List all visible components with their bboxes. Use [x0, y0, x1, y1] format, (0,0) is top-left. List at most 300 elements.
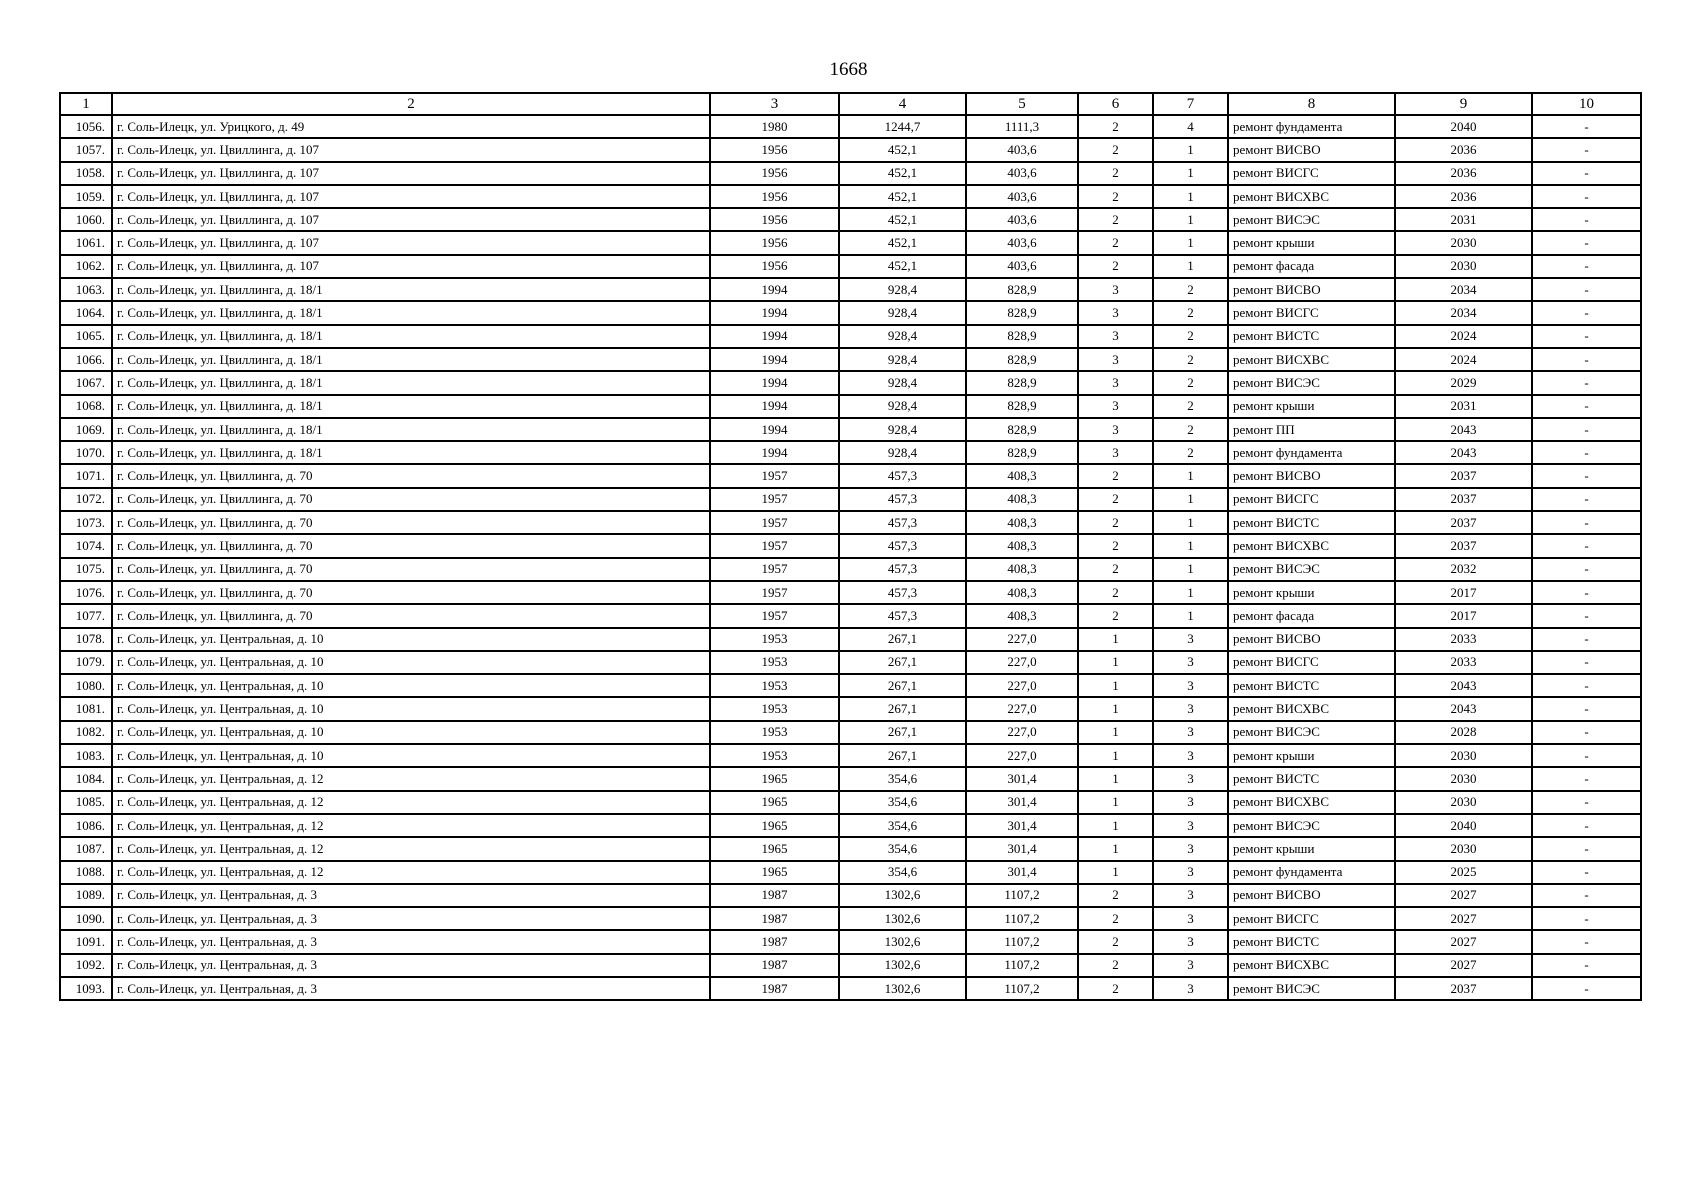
col-living-area-cell: 828,9 [966, 325, 1078, 348]
col-planned-year-cell: 2040 [1395, 814, 1532, 837]
col-note-cell: - [1532, 208, 1641, 231]
col-number-cell: 1088. [60, 861, 112, 884]
col-total-area-cell: 928,4 [839, 278, 966, 301]
col-work-type-cell: ремонт ВИСТС [1228, 767, 1395, 790]
col-address-cell: г. Соль-Илецк, ул. Цвиллинга, д. 18/1 [112, 348, 710, 371]
col-total-area-cell: 928,4 [839, 348, 966, 371]
col-planned-year-cell: 2032 [1395, 558, 1532, 581]
col-year-cell: 1994 [710, 348, 839, 371]
col-floors-cell: 2 [1078, 930, 1153, 953]
col-note-cell: - [1532, 464, 1641, 487]
col-total-area-cell: 928,4 [839, 418, 966, 441]
col-floors-cell: 2 [1078, 907, 1153, 930]
col-total-area-cell: 452,1 [839, 138, 966, 161]
col-floors-cell: 2 [1078, 208, 1153, 231]
col-living-area-cell: 828,9 [966, 441, 1078, 464]
col-number-cell: 1090. [60, 907, 112, 930]
col-work-type-cell: ремонт ПП [1228, 418, 1395, 441]
col-number-cell: 1056. [60, 115, 112, 138]
col-number-cell: 1076. [60, 581, 112, 604]
col-planned-year-cell: 2036 [1395, 138, 1532, 161]
col-total-area-cell: 928,4 [839, 301, 966, 324]
col-year-cell: 1965 [710, 791, 839, 814]
col-floors-cell: 2 [1078, 511, 1153, 534]
col-address-cell: г. Соль-Илецк, ул. Центральная, д. 12 [112, 861, 710, 884]
repair-schedule-table [59, 92, 1642, 1001]
col-entrances-cell: 3 [1153, 674, 1228, 697]
col-floors-cell: 2 [1078, 115, 1153, 138]
col-living-area-cell: 403,6 [966, 162, 1078, 185]
col-floors-cell: 1 [1078, 837, 1153, 860]
col-total-area-cell: 928,4 [839, 395, 966, 418]
col-note-cell: - [1532, 138, 1641, 161]
col-number-cell: 1060. [60, 208, 112, 231]
col-planned-year-cell: 2030 [1395, 255, 1532, 278]
table-row [60, 534, 1641, 557]
col-planned-year-cell: 2043 [1395, 418, 1532, 441]
table-row [60, 884, 1641, 907]
col-number-cell: 1073. [60, 511, 112, 534]
col-note-cell: - [1532, 744, 1641, 767]
col-entrances-cell: 3 [1153, 930, 1228, 953]
col-work-type-cell: ремонт крыши [1228, 231, 1395, 254]
col-year-cell: 1957 [710, 464, 839, 487]
col-address-cell: г. Соль-Илецк, ул. Центральная, д. 3 [112, 954, 710, 977]
col-note-cell: - [1532, 255, 1641, 278]
col-note-cell: - [1532, 231, 1641, 254]
col-entrances-cell: 3 [1153, 977, 1228, 1000]
col-number-cell: 1066. [60, 348, 112, 371]
header-col-entrances: 7 [1153, 93, 1228, 115]
header-col-planned-year: 9 [1395, 93, 1532, 115]
col-year-cell: 1956 [710, 255, 839, 278]
col-floors-cell: 2 [1078, 581, 1153, 604]
header-col-year: 3 [710, 93, 839, 115]
header-col-total-area: 4 [839, 93, 966, 115]
col-year-cell: 1956 [710, 208, 839, 231]
col-entrances-cell: 1 [1153, 558, 1228, 581]
col-address-cell: г. Соль-Илецк, ул. Центральная, д. 12 [112, 767, 710, 790]
header-col-address: 2 [112, 93, 710, 115]
col-note-cell: - [1532, 115, 1641, 138]
col-planned-year-cell: 2037 [1395, 464, 1532, 487]
col-work-type-cell: ремонт фундамента [1228, 441, 1395, 464]
col-total-area-cell: 928,4 [839, 441, 966, 464]
col-work-type-cell: ремонт ВИСЭС [1228, 721, 1395, 744]
col-floors-cell: 2 [1078, 604, 1153, 627]
col-planned-year-cell: 2024 [1395, 348, 1532, 371]
col-number-cell: 1069. [60, 418, 112, 441]
col-work-type-cell: ремонт крыши [1228, 744, 1395, 767]
col-number-cell: 1084. [60, 767, 112, 790]
col-number-cell: 1072. [60, 488, 112, 511]
col-planned-year-cell: 2036 [1395, 162, 1532, 185]
col-note-cell: - [1532, 884, 1641, 907]
col-address-cell: г. Соль-Илецк, ул. Центральная, д. 3 [112, 907, 710, 930]
col-address-cell: г. Соль-Илецк, ул. Центральная, д. 10 [112, 697, 710, 720]
col-year-cell: 1957 [710, 511, 839, 534]
col-address-cell: г. Соль-Илецк, ул. Цвиллинга, д. 18/1 [112, 441, 710, 464]
table-row [60, 231, 1641, 254]
col-planned-year-cell: 2034 [1395, 301, 1532, 324]
table-row [60, 488, 1641, 511]
col-note-cell: - [1532, 930, 1641, 953]
col-year-cell: 1965 [710, 837, 839, 860]
col-living-area-cell: 1107,2 [966, 977, 1078, 1000]
col-entrances-cell: 1 [1153, 604, 1228, 627]
col-floors-cell: 3 [1078, 278, 1153, 301]
table-row [60, 791, 1641, 814]
col-planned-year-cell: 2027 [1395, 954, 1532, 977]
col-address-cell: г. Соль-Илецк, ул. Цвиллинга, д. 70 [112, 581, 710, 604]
col-work-type-cell: ремонт фундамента [1228, 115, 1395, 138]
col-year-cell: 1953 [710, 651, 839, 674]
table-row [60, 930, 1641, 953]
col-note-cell: - [1532, 721, 1641, 744]
col-year-cell: 1994 [710, 418, 839, 441]
col-note-cell: - [1532, 977, 1641, 1000]
col-number-cell: 1063. [60, 278, 112, 301]
col-entrances-cell: 3 [1153, 907, 1228, 930]
col-number-cell: 1089. [60, 884, 112, 907]
col-note-cell: - [1532, 301, 1641, 324]
col-year-cell: 1965 [710, 767, 839, 790]
col-number-cell: 1093. [60, 977, 112, 1000]
col-entrances-cell: 1 [1153, 185, 1228, 208]
col-entrances-cell: 3 [1153, 721, 1228, 744]
col-entrances-cell: 2 [1153, 395, 1228, 418]
col-note-cell: - [1532, 441, 1641, 464]
col-entrances-cell: 4 [1153, 115, 1228, 138]
col-floors-cell: 2 [1078, 231, 1153, 254]
table-row [60, 558, 1641, 581]
col-living-area-cell: 1107,2 [966, 884, 1078, 907]
col-entrances-cell: 3 [1153, 837, 1228, 860]
col-total-area-cell: 1302,6 [839, 930, 966, 953]
col-floors-cell: 1 [1078, 814, 1153, 837]
col-entrances-cell: 3 [1153, 814, 1228, 837]
col-entrances-cell: 1 [1153, 464, 1228, 487]
col-work-type-cell: ремонт ВИСГС [1228, 488, 1395, 511]
col-floors-cell: 2 [1078, 534, 1153, 557]
col-address-cell: г. Соль-Илецк, ул. Цвиллинга, д. 107 [112, 138, 710, 161]
col-number-cell: 1065. [60, 325, 112, 348]
col-note-cell: - [1532, 162, 1641, 185]
table-row [60, 721, 1641, 744]
col-work-type-cell: ремонт ВИСГС [1228, 907, 1395, 930]
col-year-cell: 1987 [710, 954, 839, 977]
col-total-area-cell: 452,1 [839, 208, 966, 231]
col-entrances-cell: 2 [1153, 325, 1228, 348]
col-work-type-cell: ремонт ВИСХВС [1228, 954, 1395, 977]
col-note-cell: - [1532, 861, 1641, 884]
col-note-cell: - [1532, 371, 1641, 394]
col-planned-year-cell: 2034 [1395, 278, 1532, 301]
header-row [60, 93, 1641, 115]
col-year-cell: 1953 [710, 721, 839, 744]
col-floors-cell: 1 [1078, 628, 1153, 651]
col-total-area-cell: 928,4 [839, 371, 966, 394]
col-total-area-cell: 457,3 [839, 534, 966, 557]
col-entrances-cell: 3 [1153, 697, 1228, 720]
col-floors-cell: 1 [1078, 791, 1153, 814]
col-living-area-cell: 1107,2 [966, 954, 1078, 977]
col-address-cell: г. Соль-Илецк, ул. Центральная, д. 10 [112, 721, 710, 744]
col-living-area-cell: 227,0 [966, 744, 1078, 767]
col-entrances-cell: 3 [1153, 884, 1228, 907]
col-work-type-cell: ремонт крыши [1228, 837, 1395, 860]
col-total-area-cell: 1302,6 [839, 907, 966, 930]
col-planned-year-cell: 2043 [1395, 697, 1532, 720]
col-planned-year-cell: 2030 [1395, 791, 1532, 814]
col-living-area-cell: 227,0 [966, 628, 1078, 651]
col-floors-cell: 1 [1078, 744, 1153, 767]
col-number-cell: 1083. [60, 744, 112, 767]
col-planned-year-cell: 2029 [1395, 371, 1532, 394]
col-entrances-cell: 1 [1153, 511, 1228, 534]
col-entrances-cell: 3 [1153, 861, 1228, 884]
table-row [60, 138, 1641, 161]
table-row [60, 861, 1641, 884]
table-row [60, 697, 1641, 720]
table-row [60, 371, 1641, 394]
col-entrances-cell: 2 [1153, 278, 1228, 301]
col-planned-year-cell: 2037 [1395, 977, 1532, 1000]
col-work-type-cell: ремонт ВИСХВС [1228, 697, 1395, 720]
col-living-area-cell: 403,6 [966, 231, 1078, 254]
col-number-cell: 1091. [60, 930, 112, 953]
col-planned-year-cell: 2033 [1395, 651, 1532, 674]
header-col-work-type: 8 [1228, 93, 1395, 115]
col-year-cell: 1987 [710, 930, 839, 953]
col-address-cell: г. Соль-Илецк, ул. Центральная, д. 12 [112, 791, 710, 814]
col-floors-cell: 2 [1078, 488, 1153, 511]
col-address-cell: г. Соль-Илецк, ул. Цвиллинга, д. 18/1 [112, 371, 710, 394]
col-year-cell: 1994 [710, 395, 839, 418]
col-floors-cell: 3 [1078, 348, 1153, 371]
col-total-area-cell: 354,6 [839, 791, 966, 814]
col-living-area-cell: 403,6 [966, 138, 1078, 161]
col-living-area-cell: 408,3 [966, 534, 1078, 557]
page-number: 1668 [829, 59, 868, 80]
col-planned-year-cell: 2043 [1395, 441, 1532, 464]
col-address-cell: г. Соль-Илецк, ул. Центральная, д. 12 [112, 814, 710, 837]
col-address-cell: г. Соль-Илецк, ул. Центральная, д. 10 [112, 651, 710, 674]
col-entrances-cell: 1 [1153, 208, 1228, 231]
col-year-cell: 1994 [710, 441, 839, 464]
header-col-living-area: 5 [966, 93, 1078, 115]
col-total-area-cell: 452,1 [839, 162, 966, 185]
col-living-area-cell: 408,3 [966, 581, 1078, 604]
col-note-cell: - [1532, 185, 1641, 208]
table-row [60, 907, 1641, 930]
col-total-area-cell: 457,3 [839, 558, 966, 581]
col-total-area-cell: 354,6 [839, 837, 966, 860]
col-note-cell: - [1532, 395, 1641, 418]
table-row [60, 581, 1641, 604]
col-work-type-cell: ремонт ВИСТС [1228, 674, 1395, 697]
col-entrances-cell: 3 [1153, 651, 1228, 674]
col-work-type-cell: ремонт ВИСТС [1228, 930, 1395, 953]
col-entrances-cell: 1 [1153, 581, 1228, 604]
col-total-area-cell: 452,1 [839, 231, 966, 254]
col-year-cell: 1953 [710, 697, 839, 720]
col-entrances-cell: 3 [1153, 767, 1228, 790]
col-planned-year-cell: 2037 [1395, 511, 1532, 534]
col-living-area-cell: 403,6 [966, 208, 1078, 231]
col-total-area-cell: 267,1 [839, 744, 966, 767]
col-living-area-cell: 301,4 [966, 814, 1078, 837]
col-note-cell: - [1532, 791, 1641, 814]
col-work-type-cell: ремонт ВИСЭС [1228, 814, 1395, 837]
col-year-cell: 1957 [710, 604, 839, 627]
col-entrances-cell: 1 [1153, 534, 1228, 557]
col-year-cell: 1994 [710, 278, 839, 301]
col-address-cell: г. Соль-Илецк, ул. Центральная, д. 12 [112, 837, 710, 860]
col-total-area-cell: 452,1 [839, 255, 966, 278]
col-total-area-cell: 267,1 [839, 628, 966, 651]
header-col-number: 1 [60, 93, 112, 115]
col-number-cell: 1092. [60, 954, 112, 977]
col-entrances-cell: 1 [1153, 162, 1228, 185]
col-note-cell: - [1532, 628, 1641, 651]
col-floors-cell: 2 [1078, 884, 1153, 907]
col-address-cell: г. Соль-Илецк, ул. Цвиллинга, д. 70 [112, 511, 710, 534]
col-total-area-cell: 267,1 [839, 674, 966, 697]
col-work-type-cell: ремонт ВИСЭС [1228, 208, 1395, 231]
col-year-cell: 1956 [710, 231, 839, 254]
col-living-area-cell: 408,3 [966, 558, 1078, 581]
col-number-cell: 1075. [60, 558, 112, 581]
col-entrances-cell: 2 [1153, 348, 1228, 371]
col-work-type-cell: ремонт ВИСГС [1228, 651, 1395, 674]
col-total-area-cell: 457,3 [839, 511, 966, 534]
col-planned-year-cell: 2031 [1395, 395, 1532, 418]
col-year-cell: 1956 [710, 162, 839, 185]
col-note-cell: - [1532, 674, 1641, 697]
table-row [60, 348, 1641, 371]
col-note-cell: - [1532, 581, 1641, 604]
col-address-cell: г. Соль-Илецк, ул. Цвиллинга, д. 107 [112, 162, 710, 185]
col-planned-year-cell: 2017 [1395, 604, 1532, 627]
col-number-cell: 1078. [60, 628, 112, 651]
col-work-type-cell: ремонт ВИСВО [1228, 464, 1395, 487]
col-number-cell: 1087. [60, 837, 112, 860]
col-living-area-cell: 408,3 [966, 464, 1078, 487]
col-planned-year-cell: 2027 [1395, 907, 1532, 930]
col-total-area-cell: 1302,6 [839, 884, 966, 907]
table-row [60, 325, 1641, 348]
col-note-cell: - [1532, 814, 1641, 837]
col-number-cell: 1064. [60, 301, 112, 324]
col-living-area-cell: 408,3 [966, 488, 1078, 511]
col-planned-year-cell: 2033 [1395, 628, 1532, 651]
col-note-cell: - [1532, 907, 1641, 930]
col-number-cell: 1068. [60, 395, 112, 418]
table-row [60, 441, 1641, 464]
col-living-area-cell: 828,9 [966, 395, 1078, 418]
col-number-cell: 1079. [60, 651, 112, 674]
col-note-cell: - [1532, 348, 1641, 371]
col-living-area-cell: 227,0 [966, 651, 1078, 674]
col-year-cell: 1987 [710, 884, 839, 907]
col-living-area-cell: 301,4 [966, 791, 1078, 814]
col-address-cell: г. Соль-Илецк, ул. Цвиллинга, д. 18/1 [112, 278, 710, 301]
col-note-cell: - [1532, 325, 1641, 348]
col-year-cell: 1980 [710, 115, 839, 138]
col-planned-year-cell: 2043 [1395, 674, 1532, 697]
col-floors-cell: 2 [1078, 954, 1153, 977]
col-note-cell: - [1532, 511, 1641, 534]
col-total-area-cell: 354,6 [839, 767, 966, 790]
col-address-cell: г. Соль-Илецк, ул. Центральная, д. 3 [112, 977, 710, 1000]
col-floors-cell: 3 [1078, 325, 1153, 348]
table-row [60, 814, 1641, 837]
col-work-type-cell: ремонт ВИСВО [1228, 278, 1395, 301]
col-number-cell: 1085. [60, 791, 112, 814]
col-living-area-cell: 301,4 [966, 861, 1078, 884]
col-work-type-cell: ремонт фундамента [1228, 861, 1395, 884]
table-row [60, 628, 1641, 651]
col-planned-year-cell: 2028 [1395, 721, 1532, 744]
col-year-cell: 1956 [710, 138, 839, 161]
col-number-cell: 1082. [60, 721, 112, 744]
col-planned-year-cell: 2040 [1395, 115, 1532, 138]
col-address-cell: г. Соль-Илецк, ул. Цвиллинга, д. 70 [112, 534, 710, 557]
col-planned-year-cell: 2027 [1395, 884, 1532, 907]
col-work-type-cell: ремонт ВИСЭС [1228, 371, 1395, 394]
col-work-type-cell: ремонт крыши [1228, 395, 1395, 418]
col-living-area-cell: 227,0 [966, 674, 1078, 697]
col-floors-cell: 3 [1078, 418, 1153, 441]
col-note-cell: - [1532, 954, 1641, 977]
col-address-cell: г. Соль-Илецк, ул. Центральная, д. 3 [112, 930, 710, 953]
col-work-type-cell: ремонт ВИСХВС [1228, 348, 1395, 371]
col-planned-year-cell: 2017 [1395, 581, 1532, 604]
col-address-cell: г. Соль-Илецк, ул. Цвиллинга, д. 70 [112, 464, 710, 487]
table-row [60, 744, 1641, 767]
col-total-area-cell: 457,3 [839, 604, 966, 627]
col-living-area-cell: 1107,2 [966, 930, 1078, 953]
col-year-cell: 1965 [710, 861, 839, 884]
col-note-cell: - [1532, 488, 1641, 511]
col-planned-year-cell: 2024 [1395, 325, 1532, 348]
col-number-cell: 1086. [60, 814, 112, 837]
col-number-cell: 1077. [60, 604, 112, 627]
col-work-type-cell: ремонт ВИСГС [1228, 162, 1395, 185]
col-number-cell: 1059. [60, 185, 112, 208]
table-row [60, 651, 1641, 674]
col-year-cell: 1957 [710, 558, 839, 581]
col-work-type-cell: ремонт ВИСТС [1228, 511, 1395, 534]
col-floors-cell: 3 [1078, 301, 1153, 324]
table-body [60, 115, 1641, 1000]
col-total-area-cell: 452,1 [839, 185, 966, 208]
col-floors-cell: 2 [1078, 977, 1153, 1000]
col-note-cell: - [1532, 604, 1641, 627]
col-number-cell: 1061. [60, 231, 112, 254]
col-address-cell: г. Соль-Илецк, ул. Цвиллинга, д. 107 [112, 185, 710, 208]
col-work-type-cell: ремонт ВИСТС [1228, 325, 1395, 348]
col-living-area-cell: 828,9 [966, 371, 1078, 394]
col-address-cell: г. Соль-Илецк, ул. Цвиллинга, д. 18/1 [112, 325, 710, 348]
col-entrances-cell: 1 [1153, 255, 1228, 278]
table-row [60, 604, 1641, 627]
col-work-type-cell: ремонт ВИСЭС [1228, 558, 1395, 581]
col-address-cell: г. Соль-Илецк, ул. Центральная, д. 10 [112, 744, 710, 767]
col-number-cell: 1067. [60, 371, 112, 394]
col-work-type-cell: ремонт фасада [1228, 255, 1395, 278]
